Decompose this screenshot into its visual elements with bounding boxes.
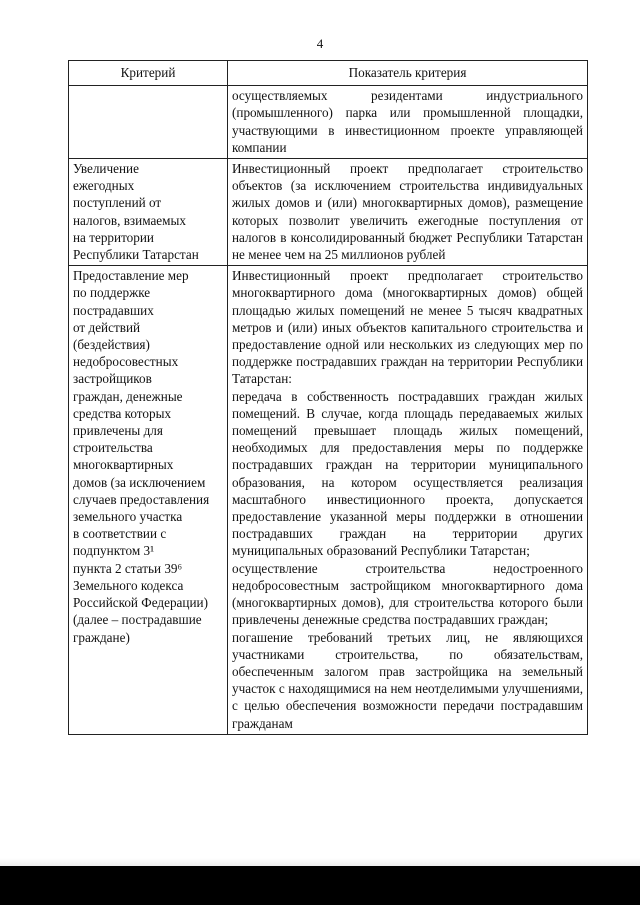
table-row [69, 86, 588, 159]
indicator-cell [228, 86, 588, 159]
header-criterion: Критерий [69, 61, 228, 86]
criterion-cell [69, 86, 228, 159]
indicator-paragraph: осуществление строительства недостроенного недобросовестным застройщиком многоквартирного дома (многоквартирных домов), для строительства которого были привлечены денежные средства пострадавших граждан; [232, 560, 583, 628]
scan-edge-shade [0, 858, 640, 866]
header-indicator: Показатель критерия [228, 61, 588, 86]
indicator-paragraph: Инвестиционный проект предполагает строительство объектов (за исключением строительства индивидуальных жилых домов и (или) многоквартирных домов), размещение которых позволит увеличить ежегодные поступления от налогов в консолидированный бюджет Республики Татарстан не менее чем на 25 миллионов рублей [232, 161, 583, 263]
criterion-cell: Увеличение ежегодных поступлений от налогов, взимаемых на территории Республики Татарстан [69, 159, 228, 266]
table-row [69, 159, 588, 266]
page-number: 4 [316, 36, 324, 51]
indicator-paragraph: осуществляемых резидентами индустриального (промышленного) парка или промышленной площадки, участвующими в инвестиционном проекте управляющей компании [232, 88, 583, 155]
table-header-row [69, 61, 588, 86]
criteria-table [68, 60, 588, 735]
indicator-paragraph: Инвестиционный проект предполагает строительство многоквартирного дома (многоквартирных домов) общей площадью жилых помещений не менее 5 тысяч квадратных метров и (или) иных объектов капитального строительства и предоставление одной или нескольких из следующих мер по поддержке пострадавших граждан на территории Республики Татарстан: [232, 268, 583, 387]
scan-border-band [0, 866, 640, 905]
indicator-cell [228, 266, 588, 734]
indicator-paragraph: погашение требований третьих лиц, не являющихся участниками строительства, по обязательствам, обеспеченным залогом прав застройщика на земельный участок с находящимися на нем неотделимыми улучшениями, с целью обеспечения возможности передачи пострадавшим гражданам [232, 629, 583, 731]
indicator-paragraph: передача в собственность пострадавших граждан жилых помещений. В случае, когда площадь передаваемых жилых помещений превышает площадь жилых помещений, необходимых для предоставления меры по поддержке пострадавших граждан на территории муниципального образования, на котором осуществляется реализация масштабного инвестиционного проекта, допускается предоставление указанной меры поддержки в отношении пострадавших граждан на территории других муниципальных образований Республики Татарстан; [232, 388, 583, 559]
indicator-cell [228, 159, 588, 266]
table-row [69, 266, 588, 734]
criterion-cell: Предоставление мер по поддержке пострадавших от действий (бездействия) недобросовестных застройщиков граждан, денежные средства которых привлечены для строительства многоквартирных домов (за исключением случаев предоставления земельного участка в соответствии с подпунктом 3¹ пункта 2 статьи 39⁶ Земельного кодекса Российской Федерации) (далее – пострадавшие граждане) [69, 266, 228, 734]
